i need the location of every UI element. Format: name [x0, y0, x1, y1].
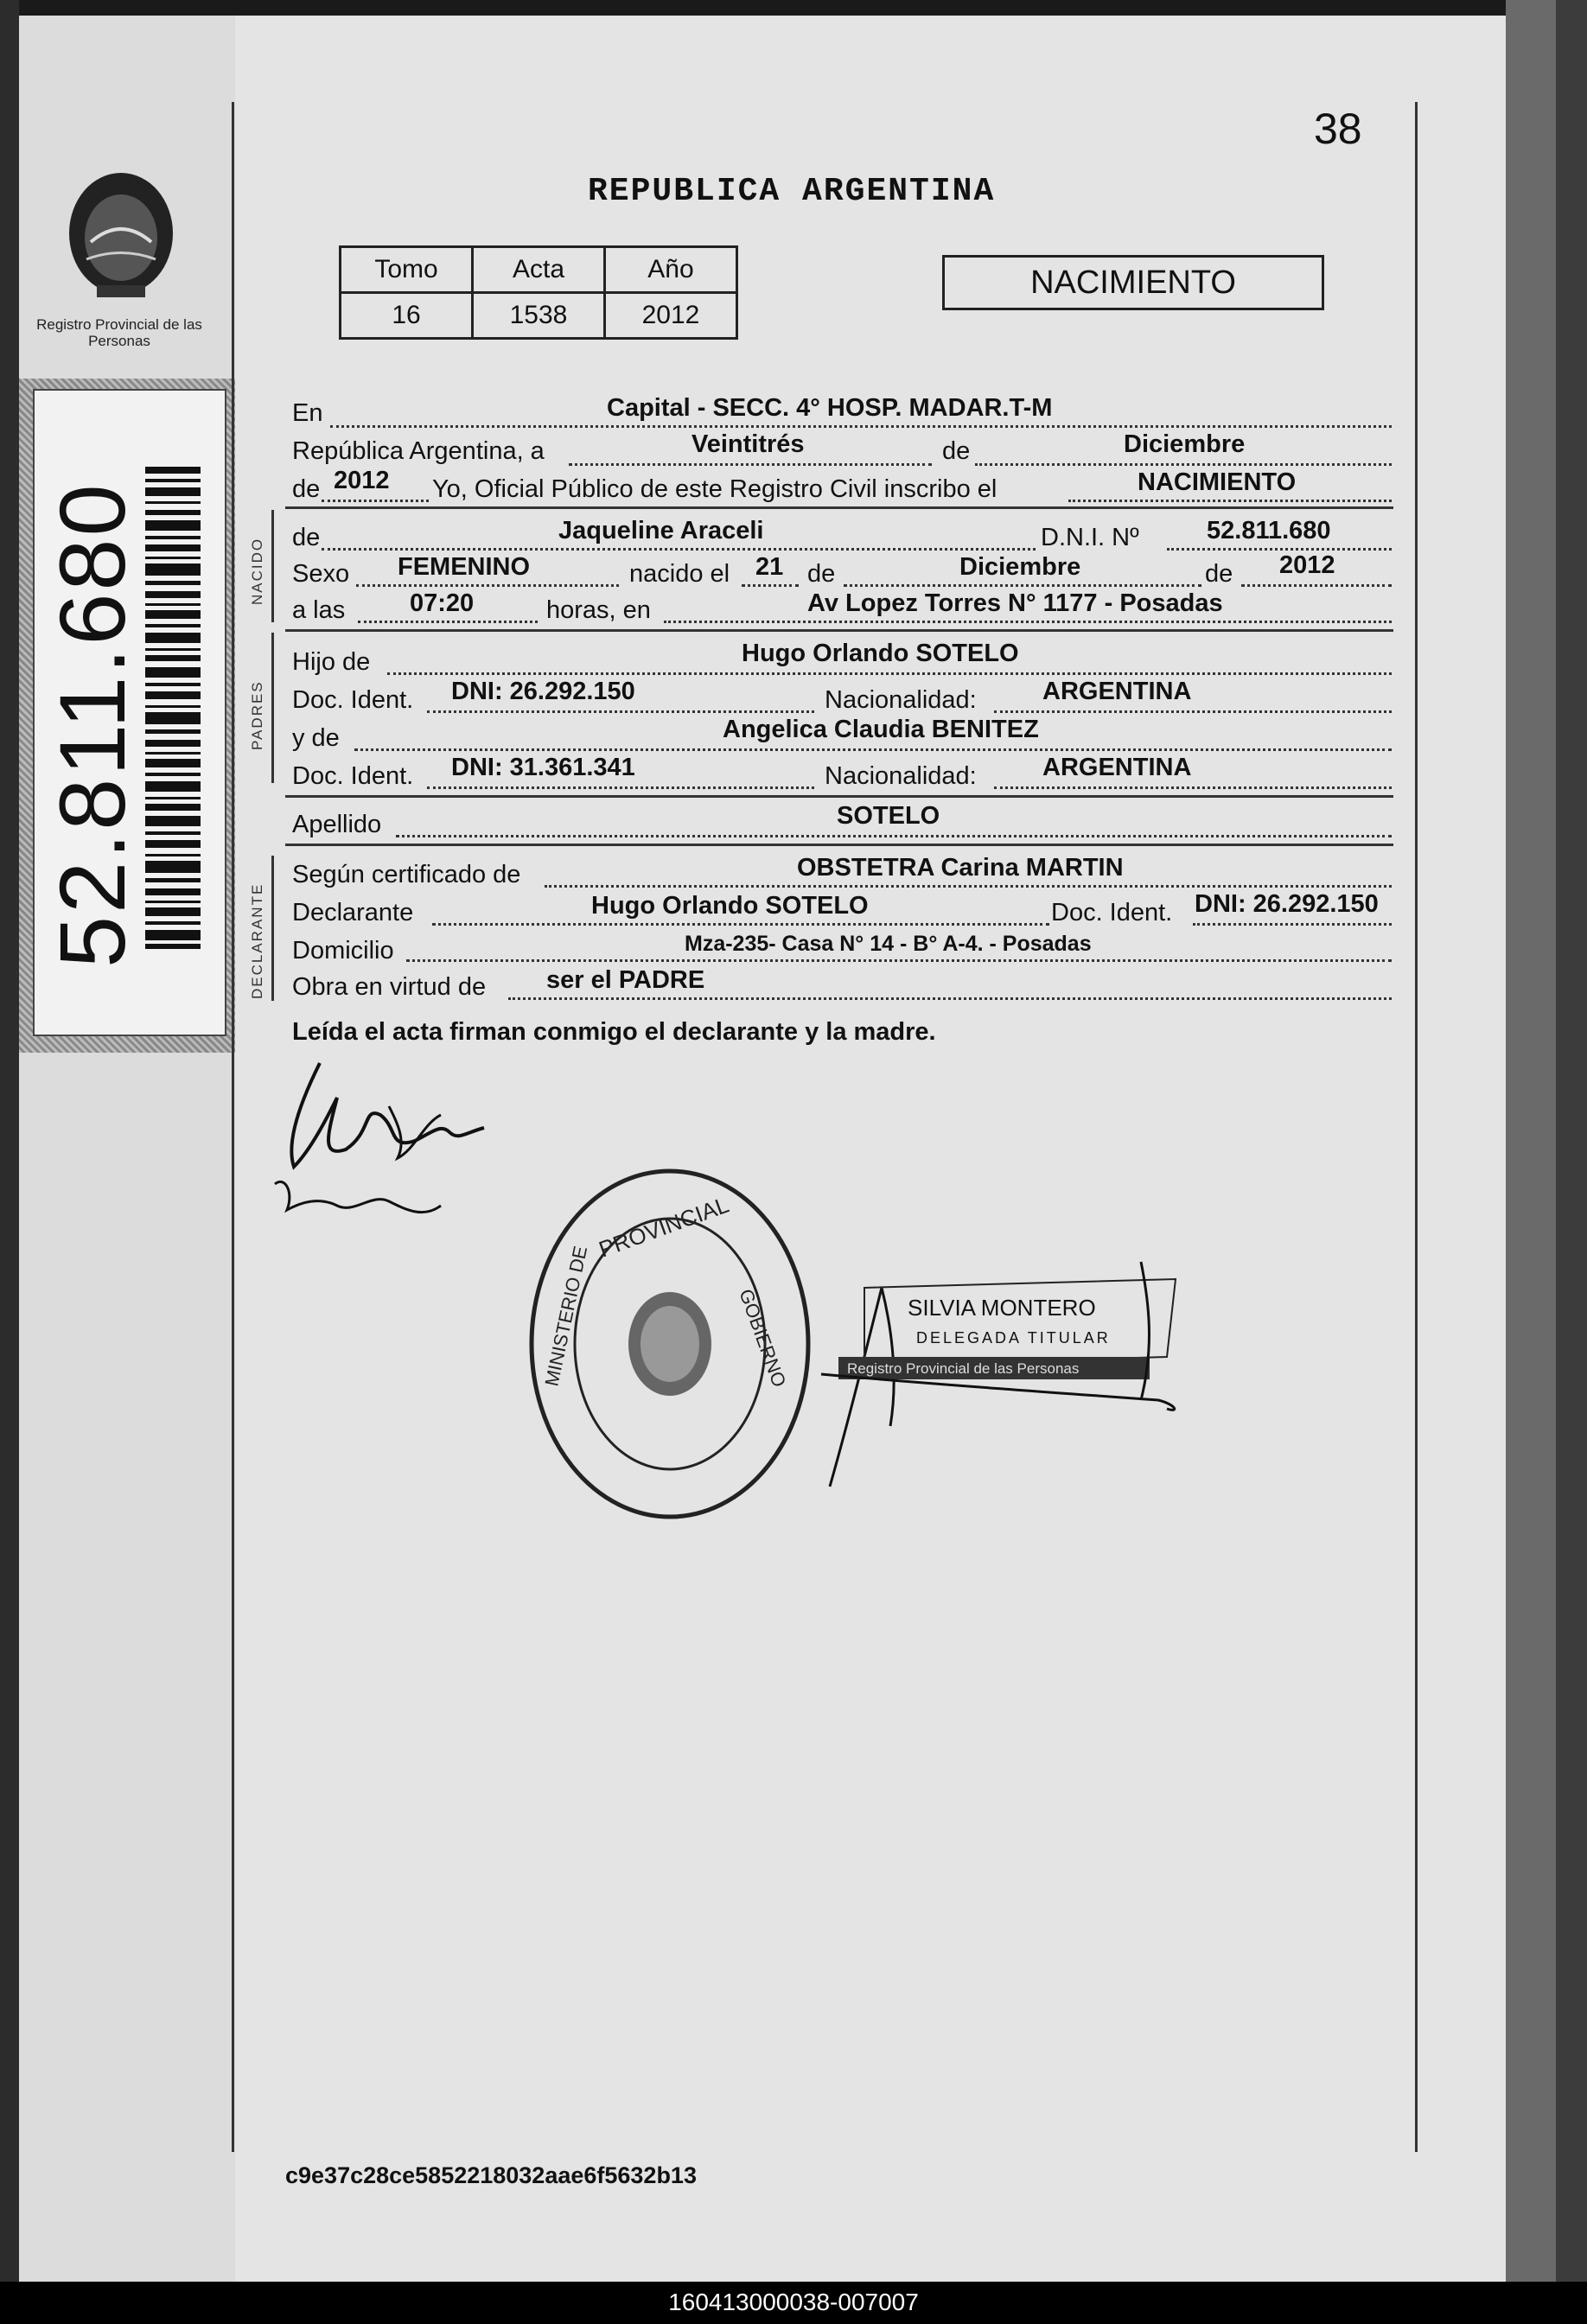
label-dni: D.N.I. Nº [1041, 524, 1139, 551]
handwritten-signatures [268, 1046, 527, 1236]
officer-registry: Registro Provincial de las Personas [847, 1360, 1080, 1377]
value-tipo-inscripcion: NACIMIENTO [1138, 468, 1297, 496]
section-label-padres: PADRES [249, 680, 265, 750]
label-obra: Obra en virtud de [292, 973, 487, 1001]
section-bracket [271, 856, 274, 1001]
dotted-line [406, 959, 1392, 962]
dotted-line [330, 425, 1392, 428]
value-hora: 07:20 [410, 589, 475, 617]
label-nacionalidad-padre: Nacionalidad: [825, 686, 977, 714]
page-number: 38 [1314, 105, 1362, 153]
label-de-nombre: de [292, 524, 321, 551]
header-anio: Año [605, 247, 737, 293]
section-bracket [271, 633, 274, 783]
section-divider [285, 795, 1393, 798]
dotted-line [975, 463, 1392, 466]
section-label-nacido: NACIDO [249, 537, 265, 605]
dotted-line [322, 500, 429, 502]
misiones-coat-of-arms-logo [43, 164, 199, 337]
label-doc-padre: Doc. Ident. [292, 686, 414, 714]
label-domicilio: Domicilio [292, 937, 394, 965]
svg-text:GOBIERNO: GOBIERNO [735, 1286, 791, 1391]
value-obra: ser el PADRE [546, 966, 705, 994]
dotted-line [396, 835, 1392, 837]
label-yo: Yo, Oficial Público de este Registro Civil inscribo el [432, 475, 997, 503]
label-en: En [292, 399, 323, 427]
label-apellido: Apellido [292, 811, 382, 838]
label-horas: horas, en [546, 596, 651, 624]
value-tomo: 16 [341, 293, 473, 339]
value-declarante-doc: DNI: 26.292.150 [1195, 890, 1379, 918]
svg-text:MINISTERIO DE: MINISTERIO DE [540, 1244, 592, 1389]
right-margin-line [1415, 102, 1418, 2152]
dotted-line [427, 786, 814, 789]
value-madre: Angelica Claudia BENITEZ [723, 716, 1039, 743]
barcode-number: 52.811.680 [40, 481, 144, 968]
header-tomo: Tomo [341, 247, 473, 293]
dotted-line [354, 748, 1392, 751]
value-certificado: OBSTETRA Carina MARTIN [797, 854, 1124, 882]
document-title: REPUBLICA ARGENTINA [588, 173, 996, 210]
value-mes-inscripcion: Diciembre [1124, 430, 1246, 458]
section-divider [285, 844, 1393, 846]
book-cover-edge [1556, 0, 1587, 2282]
dotted-line [545, 885, 1392, 888]
officer-signature-stamp [813, 1253, 1210, 1495]
value-dia-inscripcion: Veintitrés [692, 430, 805, 458]
value-lugar: Capital - SECC. 4° HOSP. MADAR.T-M [607, 394, 1053, 422]
dotted-line [1167, 548, 1392, 551]
label-de: de [942, 437, 971, 465]
value-dia-nacimiento: 21 [755, 553, 784, 581]
label-hijo-de: Hijo de [292, 648, 371, 676]
value-domicilio: Mza-235- Casa N° 14 - B° A-4. - Posadas [685, 932, 1092, 956]
dotted-line [322, 548, 1036, 551]
svg-text:PROVINCIAL: PROVINCIAL [595, 1191, 733, 1263]
dotted-line [427, 710, 814, 713]
document-hash: c9e37c28ce5852218032aae6f5632b13 [285, 2162, 697, 2188]
dotted-line [569, 463, 932, 466]
label-nacido: nacido el [629, 560, 730, 588]
officer-title: DELEGADA TITULAR [916, 1329, 1111, 1347]
officer-name: SILVIA MONTERO [908, 1295, 1096, 1321]
value-apellido: SOTELO [837, 802, 940, 830]
official-seal-stamp [523, 1162, 817, 1525]
label-nacionalidad-madre: Nacionalidad: [825, 762, 977, 790]
label-doc-declarante: Doc. Ident. [1051, 899, 1173, 926]
value-padre: Hugo Orlando SOTELO [742, 640, 1019, 667]
label-a-las: a las [292, 596, 346, 624]
label-sexo: Sexo [292, 560, 350, 588]
document-page [19, 16, 1506, 2282]
dotted-line [664, 621, 1392, 623]
section-divider [285, 629, 1393, 632]
value-acta: 1538 [473, 293, 605, 339]
dotted-line [508, 997, 1392, 1000]
section-divider [285, 506, 1393, 509]
registry-table [339, 245, 738, 340]
value-anio: 2012 [605, 293, 737, 339]
label-doc-madre: Doc. Ident. [292, 762, 414, 790]
act-type-box: NACIMIENTO [942, 255, 1324, 310]
dotted-line [844, 584, 1201, 587]
label-de-anio-nac: de [1205, 560, 1233, 588]
value-anio-inscripcion: 2012 [334, 467, 390, 494]
left-margin [19, 16, 235, 2282]
value-sexo: FEMENINO [398, 553, 531, 581]
dotted-line [1068, 500, 1392, 502]
label-segun: Según certificado de [292, 861, 521, 888]
closing-statement: Leída el acta firman conmigo el declarante y la madre. [292, 1018, 936, 1046]
value-madre-nacionalidad: ARGENTINA [1042, 754, 1192, 781]
dotted-line [358, 621, 538, 623]
section-label-declarante: DECLARANTE [249, 882, 265, 999]
value-nombre: Jaqueline Araceli [558, 517, 764, 544]
label-de-mes: de [807, 560, 836, 588]
dotted-line [742, 584, 799, 587]
barcode-bars [145, 467, 201, 951]
dotted-line [994, 710, 1392, 713]
value-padre-nacionalidad: ARGENTINA [1042, 678, 1192, 705]
label-de-anio: de [292, 475, 321, 503]
section-bracket [271, 510, 274, 622]
dotted-line [1241, 584, 1392, 587]
value-declarante: Hugo Orlando SOTELO [591, 892, 869, 920]
dotted-line [432, 923, 1049, 926]
book-spine [0, 0, 19, 2282]
label-declarante: Declarante [292, 899, 414, 926]
value-madre-doc: DNI: 31.361.341 [451, 754, 635, 781]
organization-name: Registro Provincial de las Personas [36, 316, 202, 349]
dotted-line [1193, 923, 1392, 926]
footer-code: 160413000038-007007 [668, 2289, 919, 2315]
value-dni: 52.811.680 [1207, 517, 1331, 544]
dotted-line [994, 786, 1392, 789]
value-padre-doc: DNI: 26.292.150 [451, 678, 635, 705]
dotted-line [387, 672, 1392, 675]
value-anio-nacimiento: 2012 [1279, 551, 1335, 579]
value-lugar-nacimiento: Av Lopez Torres N° 1177 - Posadas [807, 589, 1223, 617]
dotted-line [356, 584, 619, 587]
left-margin-line [232, 102, 234, 2152]
label-y-de: y de [292, 724, 340, 752]
label-republica: República Argentina, a [292, 437, 545, 465]
header-acta: Acta [473, 247, 605, 293]
value-mes-nacimiento: Diciembre [959, 553, 1081, 581]
